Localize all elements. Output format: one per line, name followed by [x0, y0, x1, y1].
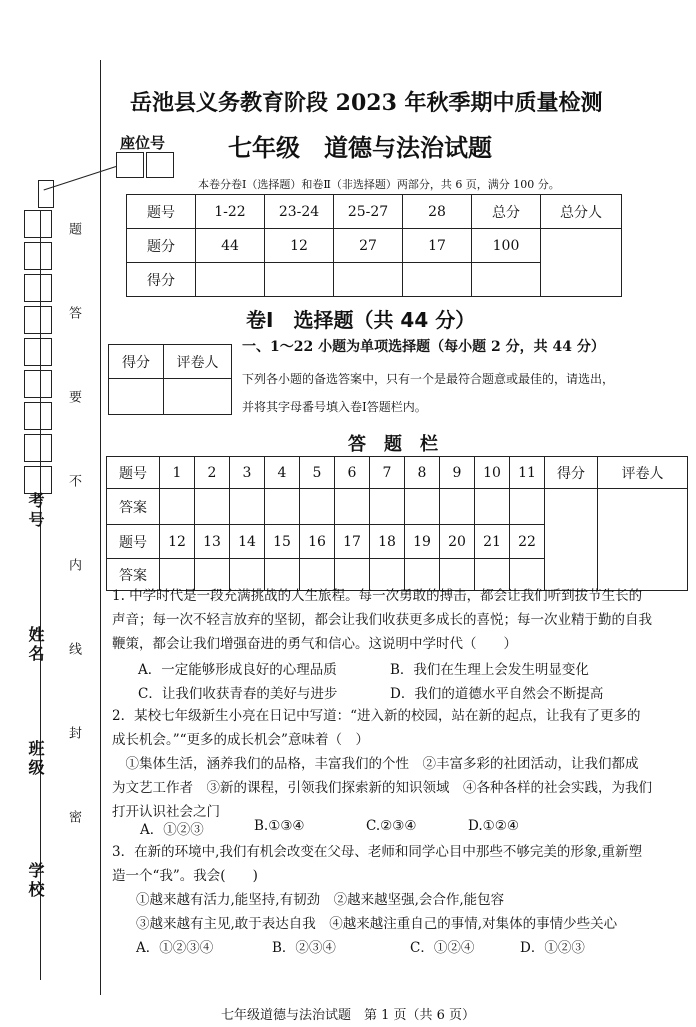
ans-h2-4: 15 [265, 525, 300, 559]
q3-option-a: A．①②③④ [136, 940, 214, 956]
answer-score-cell[interactable] [545, 489, 598, 591]
q3-option-d: D．①②③ [520, 940, 585, 956]
q1-line-2: 声音；每一次不轻言放弃的坚韧，都会让我们收获更多成长的喜悦；每一次业精于勤的自我 [112, 612, 652, 628]
seat-box-2[interactable] [146, 152, 174, 178]
score-header-0: 题号 [127, 195, 196, 229]
q2-line-1: 2．某校七年级新生小亮在日记中写道：“进入新的校园，站在新的起点，让我有了更多的 [112, 708, 641, 724]
q2-option-d: D.①②④ [468, 818, 519, 834]
answer-cell[interactable] [300, 489, 335, 525]
seal-char-6: 线 [66, 642, 81, 657]
score-header-3: 25-27 [334, 195, 403, 229]
grader-name-label: 评卷人 [164, 345, 232, 379]
q2-option-a: A．①②③ [140, 822, 204, 838]
q1-line-3: 鞭策，都会让我们增强奋进的勇气和信心。这说明中学时代（ ） [112, 636, 517, 652]
q1-line-1: 1. 中学时代是一段充满挑战的人生旅程。每一次勇敢的搏击，都会让我们听到拔节生长的 [112, 588, 643, 604]
score-table [126, 194, 622, 297]
name-label: 姓名 [26, 626, 45, 664]
answer-cell[interactable] [405, 489, 440, 525]
q3-line-1: 3．在新的环境中,我们有机会改变在父母、老师和同学心目中那些不够完美的形象,重新塑 [112, 844, 643, 860]
ans-h-5: 5 [300, 457, 335, 489]
score-header-6: 总分人 [541, 195, 622, 229]
seat-box-1[interactable] [116, 152, 144, 178]
seal-char-4: 不 [66, 474, 81, 489]
ans-h2-9: 20 [440, 525, 475, 559]
q2-line-4: 为文艺工作者 ③新的课程，引领我们探索新的知识领域 ④各种各样的社会实践，为我们 [112, 780, 652, 796]
ans-h2-5: 16 [300, 525, 335, 559]
q1-option-b: B．我们在生理上会发生明显变化 [390, 662, 589, 678]
ans-h-6: 6 [335, 457, 370, 489]
ans-h2-2: 13 [195, 525, 230, 559]
points-label: 题分 [127, 229, 196, 263]
ans-h-4: 4 [265, 457, 300, 489]
seal-char-2: 答 [66, 306, 81, 321]
answer-row-label: 答案 [107, 489, 160, 525]
q3-option-b: B．②③④ [272, 940, 336, 956]
seal-char-3: 要 [66, 390, 81, 405]
part1-instruction-title: 一、1～22 小题为单项选择题（每小题 2 分，共 44 分） [242, 339, 605, 355]
ans-h2-3: 14 [230, 525, 265, 559]
grader-score-cell[interactable] [109, 379, 164, 415]
seal-char-5: 内 [66, 558, 81, 573]
ans-h2-0: 题号 [107, 525, 160, 559]
q3-line-3: ①越来越有活力,能坚持,有韧劲 ②越来越坚强,会合作,能包容 [136, 892, 505, 908]
margin-small-box [38, 180, 54, 208]
score-header-2: 23-24 [265, 195, 334, 229]
ans-h-1: 1 [160, 457, 195, 489]
answer-cell[interactable] [510, 489, 545, 525]
ans-h2-1: 12 [160, 525, 195, 559]
score-cell[interactable] [472, 263, 541, 297]
answer-cell[interactable] [160, 489, 195, 525]
total-grader-cell[interactable] [541, 229, 622, 297]
answer-row-label-2: 答案 [107, 559, 160, 591]
ans-h-0: 题号 [107, 457, 160, 489]
ans-h-2: 2 [195, 457, 230, 489]
q3-line-2: 造一个“我”。我会( ) [112, 868, 258, 884]
page-footer: 七年级道德与法治试题 第 1 页（共 6 页） [220, 1008, 476, 1023]
ans-h-8: 8 [405, 457, 440, 489]
class-label: 班级 [26, 740, 45, 778]
score-cell[interactable] [403, 263, 472, 297]
ans-h2-11: 22 [510, 525, 545, 559]
score-cell[interactable] [196, 263, 265, 297]
points-2: 12 [265, 229, 334, 263]
ans-h-11: 11 [510, 457, 545, 489]
q1-option-a: A．一定能够形成良好的心理品质 [138, 662, 337, 678]
points-1: 44 [196, 229, 265, 263]
school-label: 学校 [26, 862, 45, 900]
seat-connector [44, 166, 117, 190]
q2-line-5: 打开认识社会之门 [112, 804, 220, 820]
ans-h2-7: 18 [370, 525, 405, 559]
answer-cell[interactable] [265, 489, 300, 525]
points-4: 17 [403, 229, 472, 263]
part1-title: 卷Ⅰ 选择题（共 44 分） [246, 308, 476, 332]
answer-grader-cell[interactable] [598, 489, 688, 591]
score-row-label: 得分 [127, 263, 196, 297]
score-cell[interactable] [334, 263, 403, 297]
ans-h-9: 9 [440, 457, 475, 489]
ans-h-7: 7 [370, 457, 405, 489]
exam-title: 岳池县义务教育阶段 2023 年秋季期中质量检测 [130, 90, 603, 116]
answer-cell[interactable] [195, 489, 230, 525]
ans-h-3: 3 [230, 457, 265, 489]
score-cell[interactable] [265, 263, 334, 297]
ans-h2-6: 17 [335, 525, 370, 559]
margin-line-right [100, 60, 101, 995]
answer-cell[interactable] [370, 489, 405, 525]
seat-label: 座位号 [120, 134, 166, 152]
points-3: 27 [334, 229, 403, 263]
points-total: 100 [472, 229, 541, 263]
part1-instruction-2: 并将其字母番号填入卷Ⅰ答题栏内。 [242, 400, 427, 414]
seal-char-7: 封 [66, 726, 81, 741]
answer-cell[interactable] [475, 489, 510, 525]
answer-cell[interactable] [230, 489, 265, 525]
ans-h2-10: 21 [475, 525, 510, 559]
answer-sheet-title: 答 题 栏 [348, 434, 438, 455]
q2-line-3: ①集体生活，涵养我们的品格，丰富我们的个性 ②丰富多彩的社团活动，让我们都成 [112, 756, 639, 772]
q3-option-c: C．①②④ [410, 940, 475, 956]
ans-h-10: 10 [475, 457, 510, 489]
score-header-5: 总分 [472, 195, 541, 229]
grader-name-cell[interactable] [164, 379, 232, 415]
q1-option-c: C．让我们收获青春的美好与进步 [138, 686, 338, 702]
ans-h-score: 得分 [545, 457, 598, 489]
answer-cell[interactable] [335, 489, 370, 525]
score-header-4: 28 [403, 195, 472, 229]
exam-note: 本卷分卷Ⅰ（选择题）和卷Ⅱ（非选择题）两部分，共 6 页，满分 100 分。 [198, 178, 560, 191]
answer-sheet-table [106, 456, 688, 591]
seal-char-8: 密 [66, 810, 81, 825]
score-header-1: 1-22 [196, 195, 265, 229]
exam-no-label: 考号 [26, 492, 45, 530]
q3-line-4: ③越来越有主见,敢于表达自我 ④越来越注重自己的事情,对集体的事情少些关心 [136, 916, 618, 932]
q1-option-d: D．我们的道德水平自然会不断提高 [390, 686, 604, 702]
q2-option-c: C.②③④ [366, 818, 417, 834]
ans-h-grader: 评卷人 [598, 457, 688, 489]
part1-instruction-1: 下列各小题的备选答案中，只有一个是最符合题意或最佳的，请选出， [242, 372, 615, 386]
q2-line-2: 成长机会。”“更多的成长机会”意味着（ ） [112, 732, 369, 748]
part1-grader-table [108, 344, 232, 415]
exam-subtitle: 七年级 道德与法治试题 [228, 134, 492, 162]
grader-score-label: 得分 [109, 345, 164, 379]
answer-cell[interactable] [440, 489, 475, 525]
q2-option-b: B.①③④ [254, 818, 305, 834]
seal-char-1: 题 [66, 222, 81, 237]
ans-h2-8: 19 [405, 525, 440, 559]
